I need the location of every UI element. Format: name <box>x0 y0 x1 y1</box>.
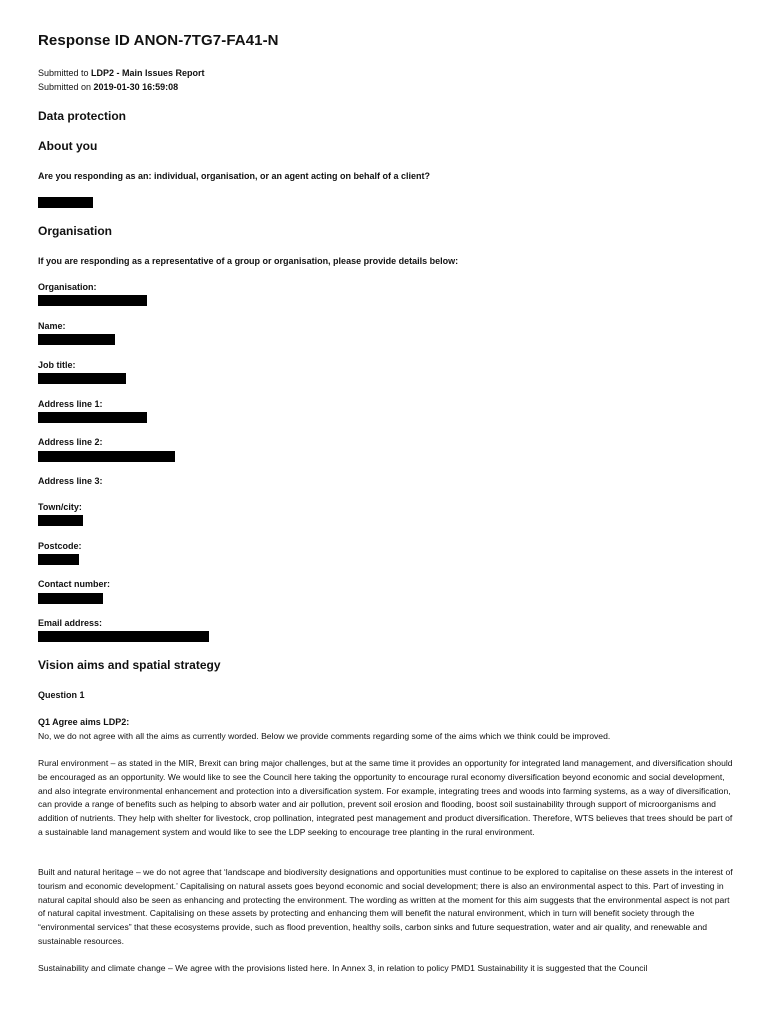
field-label-email: Email address: <box>38 618 103 628</box>
field-label-address2: Address line 2: <box>38 437 103 447</box>
question-responding-as: Are you responding as an: individual, organisation, or an agent acting on behalf of a client? <box>38 171 431 181</box>
submitted-to-label: Submitted to <box>38 68 92 78</box>
field-label-contact: Contact number: <box>38 579 110 589</box>
q1-label: Q1 Agree aims LDP2: <box>38 717 130 727</box>
redaction-bar <box>38 593 103 604</box>
submitted-on-value: 2019-01-30 16:59:08 <box>93 82 179 92</box>
field-label-address3: Address line 3: <box>38 476 103 486</box>
redaction-bar <box>38 373 126 384</box>
redaction-bar <box>38 515 83 526</box>
redaction-bar <box>38 631 209 642</box>
question-org-details: If you are responding as a representative of a group or organisation, please provide details below: <box>38 256 459 266</box>
response-title: Response ID ANON-7TG7-FA41-N <box>38 32 279 49</box>
section-vision: Vision aims and spatial strategy <box>38 658 221 672</box>
submitted-to-line <box>38 68 205 78</box>
field-label-job-title: Job title: <box>38 360 76 370</box>
redaction-bar <box>38 197 93 208</box>
redaction-bar <box>38 451 175 462</box>
question1-heading: Question 1 <box>38 690 85 700</box>
paragraph-built-natural-heritage: Built and natural heritage – we do not agree that ‘landscape and biodiversity designations and opportunities must continue to be explored to capitalise on these assets in the interest of tourism and economic development.’ Capitalising on natural assets goes beyond economic and social development; there is also an environmental aspect to this. Part of investing in natural capital should also be seen as enhancing and protecting the environment. The wording as written at the moment for this aim suggests that the environmental aspect is not part of natural capital investment. Capitalising on these assets by protecting and enhancing them will benefit the natural environment, which in turn will benefit society through the “environmental services” that these ecosystems provide, such as flood prevention, healthy soils, carbon sinks and future sequestration, water and air quality, and renewable and sustainable resources. <box>38 867 733 946</box>
section-data-protection: Data protection <box>38 109 127 123</box>
submitted-on-line <box>38 82 178 92</box>
section-organisation: Organisation <box>38 224 113 238</box>
field-label-organisation: Organisation: <box>38 282 97 292</box>
field-label-postcode: Postcode: <box>38 541 82 551</box>
field-label-address1: Address line 1: <box>38 399 103 409</box>
redaction-bar <box>38 295 147 306</box>
field-label-name: Name: <box>38 321 66 331</box>
q1-answer: No, we do not agree with all the aims as currently worded. Below we provide comments regarding some of the aims which we think could be improved. <box>38 731 611 741</box>
submitted-on-label: Submitted on <box>38 82 94 92</box>
redaction-bar <box>38 554 79 565</box>
section-about-you: About you <box>38 139 98 153</box>
paragraph-sustainability: Sustainability and climate change – We agree with the provisions listed here. In Annex 3, in relation to policy PMD1 Sustainability it is suggested that the Council <box>38 963 648 973</box>
redaction-bar <box>38 334 115 345</box>
redaction-bar <box>38 412 147 423</box>
submitted-to-value: LDP2 - Main Issues Report <box>91 68 205 78</box>
paragraph-rural-environment: Rural environment – as stated in the MIR, Brexit can bring major challenges, but at the same time it provides an opportunity for integrated land management, and diversification should be encouraged as an opportunity. We would like to see the Council here taking the opportunity to encourage rural economy diversification beyond economic and social development, and also integrate environmental enhancement and protection into a diversification system. For example, integrating trees and woods into farming systems, as a way of diversification, can provide a range of benefits such as helping to absorb water and air pollution, prevent soil erosion and flooding, boost soil sustainability through support of microorganisms and addition of nutrients. They help with shelter for livestock, crop pollination, integrated pest management and product diversification. Therefore, WTS believes that trees should be part of a sustainable land management system and would like to see the LDP seeking to encourage tree planting in the rural environment. <box>38 758 733 837</box>
field-label-town: Town/city: <box>38 502 82 512</box>
